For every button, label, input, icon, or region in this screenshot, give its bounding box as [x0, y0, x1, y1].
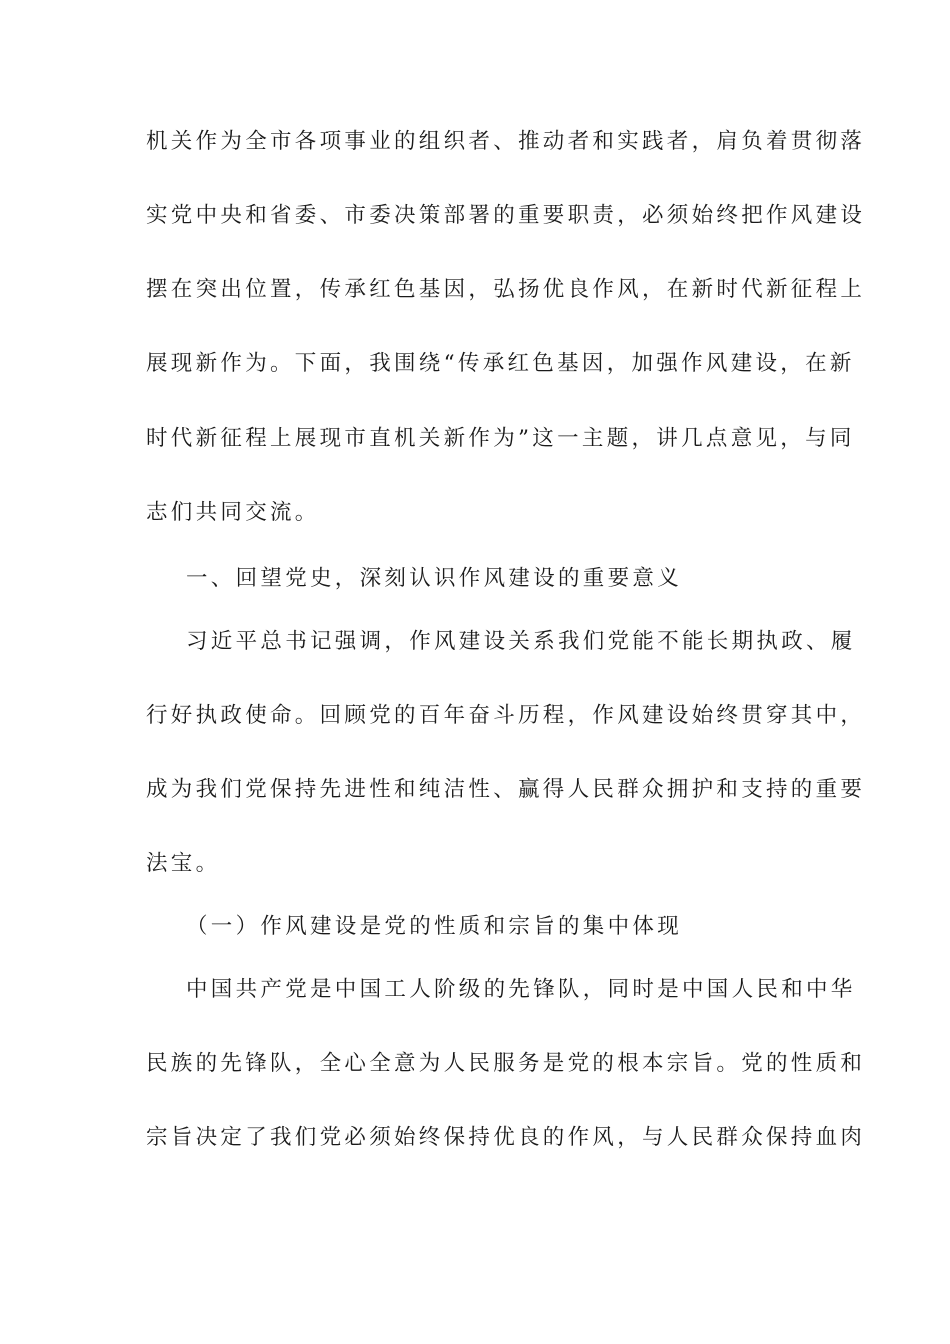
paragraph-line: 时代新征程上展现市直机关新作为”这一主题，讲几点意见，与同 [146, 426, 855, 451]
paragraph-line: 习近平总书记强调，作风建设关系我们党能不能长期执政、履 [186, 629, 856, 654]
paragraph-line: 成为我们党保持先进性和纯洁性、赢得人民群众拥护和支持的重要 [146, 777, 866, 802]
paragraph-line: 实党中央和省委、市委决策部署的重要职责，必须始终把作风建设 [146, 203, 866, 228]
subsection-heading: （一）作风建设是党的性质和宗旨的集中体现 [186, 914, 683, 939]
paragraph-line: 机关作为全市各项事业的组织者、推动者和实践者，肩负着贯彻落 [146, 129, 866, 154]
paragraph-line: 行好执政使命。回顾党的百年奋斗历程，作风建设始终贯穿其中， [146, 703, 866, 728]
paragraph-line: 法宝。 [146, 851, 221, 876]
paragraph-line: 中国共产党是中国工人阶级的先锋队，同时是中国人民和中华 [186, 977, 856, 1002]
paragraph-line: 民族的先锋队，全心全意为人民服务是党的根本宗旨。党的性质和 [146, 1051, 866, 1076]
paragraph-line: 宗旨决定了我们党必须始终保持优良的作风，与人民群众保持血肉 [146, 1125, 866, 1150]
section-heading: 一、回望党史，深刻认识作风建设的重要意义 [186, 566, 683, 591]
paragraph-line: 志们共同交流。 [146, 500, 320, 525]
paragraph-line: 展现新作为。下面，我围绕“传承红色基因，加强作风建设，在新 [146, 351, 855, 376]
paragraph-line: 摆在突出位置，传承红色基因，弘扬优良作风，在新时代新征程上 [146, 277, 866, 302]
